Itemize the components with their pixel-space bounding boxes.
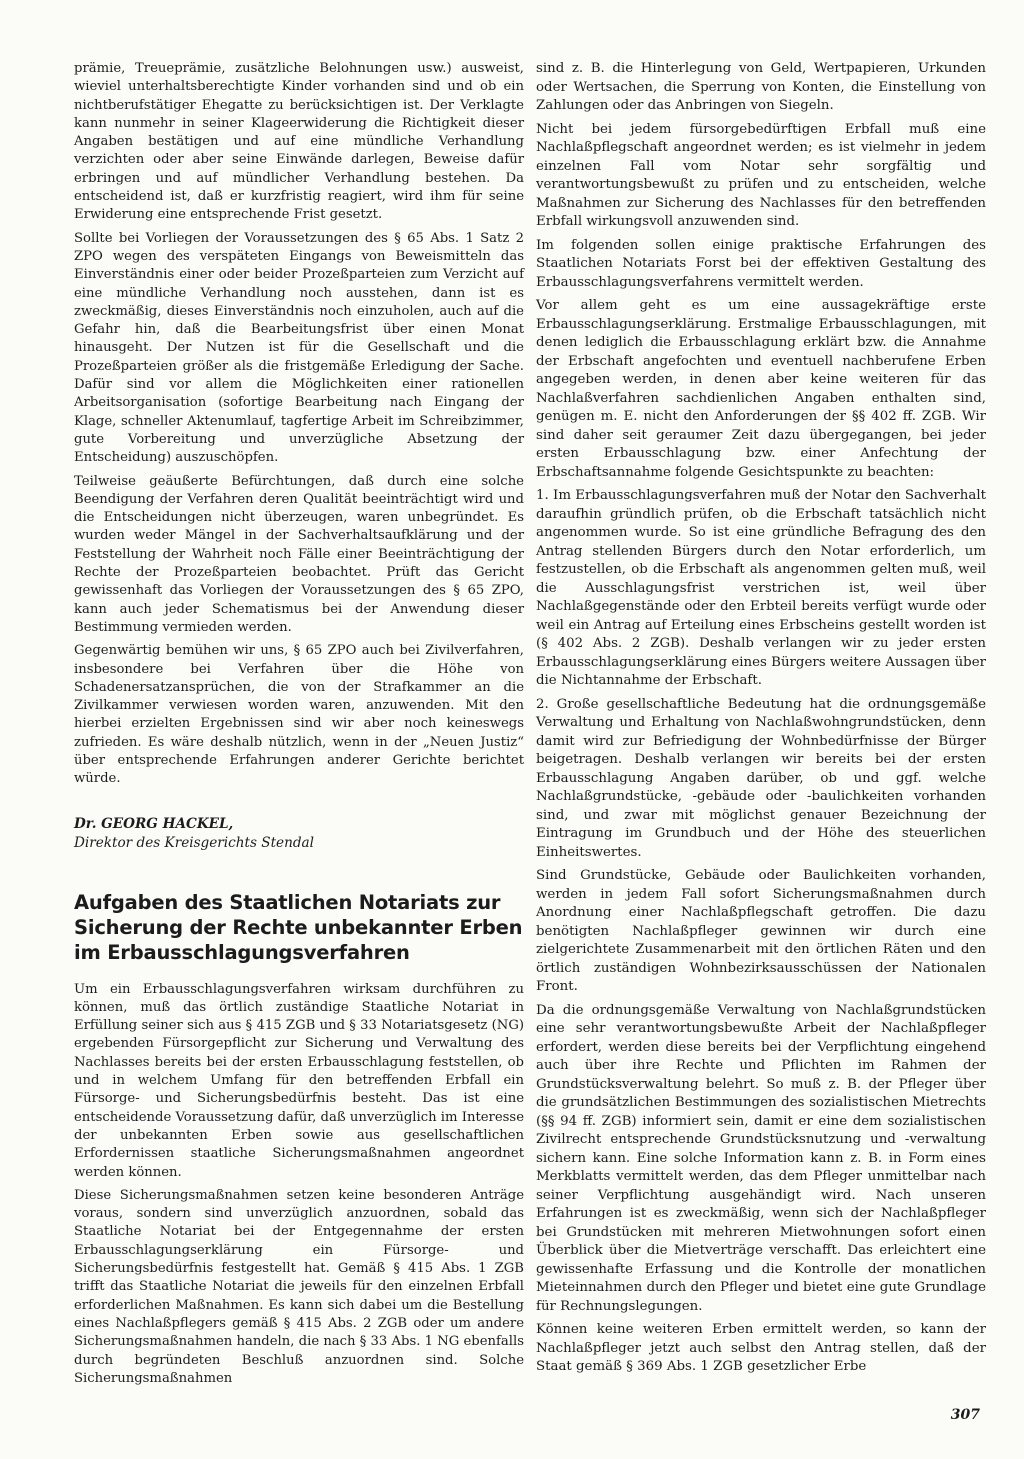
paragraph: Da die ordnungsgemäße Verwaltung von Nachlaßgrundstücken eine sehr verantwortungsbewußte Arbeit der Nachlaßpfleger erfordert, werden diese bereits bei der Verpflichtung eingehend auch über ihre Rechte und Pflichten im Rahmen der Grundstücksverwaltung belehrt. So muß z. B. der Pfleger über die grundsätzlichen Bestimmungen des sozialistischen Mietrechts (§§ 94 ff. ZGB) informiert sein, damit er eine dem sozialistischen Zivilrecht entsprechende Grundstücksnutzung und -verwaltung sichern kann. Eine solche Information kann z. B. in Form eines Merkblatts vermittelt werden, das dem Pfleger unmittelbar nach seiner Verpflichtung ausgehändigt wird. Nach unseren Erfahrungen ist es zweckmäßig, wenn sich der Nachlaßpfleger bei Grundstücken mit mehreren Mietwohnungen sofort einen Überblick über die Mietverträge verschafft. Das erleichtert eine gewissenhafte Erfassung und die Kontrolle der monatlichen Mieteinnahmen durch den Pfleger und bietet eine gute Grundlage für Rechnungslegungen.	[536, 1002, 986, 1314]
paragraph: Um ein Erbausschlagungsverfahren wirksam durchführen zu können, muß das örtlich zuständige Staatliche Notariat in Erfüllung seiner sich aus § 415 ZGB und § 33 Notariatsgesetz (NG) ergebenden Fürsorgepflicht zur Sicherung und Verwaltung des Nachlasses bereits bei der ersten Erbausschlagung feststellen, ob und in welchem Umfang für den betreffenden Erbfall ein Fürsorge- und Sicherungsbedürfnis besteht. Das ist eine entscheidende Voraussetzung dafür, daß unverzüglich im Interesse der unbekannten Erben sowie aus gesellschaftlichen Erfordernissen staatliche Sicherungsmaßnahmen angeordnet werden können.	[74, 981, 524, 1180]
paragraph: Sind Grundstücke, Gebäude oder Baulichkeiten vorhanden, werden in jedem Fall sofort Sicherungsmaßnahmen durch Anordnung einer Nachlaßpflegschaft getroffen. Die dazu benötigten Nachlaßpfleger gewinnen wir durch eine zielgerichtete Zusammenarbeit mit den örtlichen Räten und den örtlich zuständigen Wohnbezirksausschüssen der Nationalen Front.	[536, 868, 986, 994]
page-number: 307	[950, 1407, 980, 1423]
article-heading: Aufgaben des Staatlichen Notariats zur Sicherung der Rechte unbekannter Erben im Erbausschlagungsverfahren	[74, 890, 523, 964]
paragraph: prämie, Treueprämie, zusätzliche Belohnungen usw.) ausweist, wieviel unterhaltsberechtigte Kinder vorhanden sind und ob ein nichtberufstätiger Ehegatte zu berücksichtigen ist. Der Verklagte kann nunmehr in seiner Klageerwiderung die Richtigkeit dieser Angaben bestätigen und auf eine mündliche Verhandlung verzichten oder aber seine Einwände darlegen, Beweise dafür erbringen und auf mündlicher Verhandlung bestehen. Da entscheidend ist, daß er kurzfristig reagiert, wird ihm für seine Erwiderung eine entsprechende Frist gesetzt.	[74, 61, 524, 223]
paragraph: Teilweise geäußerte Befürchtungen, daß durch eine solche Beendigung der Verfahren deren Qualität beeinträchtigt wird und die Entscheidungen nicht überzeugen, waren unbegründet. Es wurden weder Mängel in der Sachverhaltsaufklärung und der Feststellung der Wahrheit noch Fälle einer Beeinträchtigung der Rechte der Prozeßparteien beobachtet. Prüft das Gericht gewissenhaft das Vorliegen der Voraussetzungen des § 65 ZPO, kann auch jeder Schematismus bei der Anwendung dieser Bestimmung vermieden werden.	[74, 473, 524, 635]
paragraph: Vor allem geht es um eine aussagekräftige erste Erbausschlagungserklärung. Erstmalige Erbausschlagungen, mit denen lediglich die Erbausschlagung erklärt bzw. die Annahme der Erbschaft angefochten und eventuell nachberufene Erben angegeben werden, in denen aber keine weiteren für das Nachlaßverfahren sachdienlichen Angaben enthalten sind, genügen m. E. nicht den Anforderungen der §§ 402 ff. ZGB. Wir sind daher seit geraumer Zeit dazu übergegangen, bei jeder ersten Erbausschlagung bzw. einer Anfechtung der Erbschaftsannahme folgende Gesichtspunkte zu beachten:	[536, 298, 986, 480]
author-name: Dr. GEORG HACKEL,	[74, 815, 234, 832]
right-column	[536, 60, 986, 1382]
paragraph: 2. Große gesellschaftliche Bedeutung hat die ordnungsgemäße Verwaltung und Erhaltung von Nachlaßwohngrundstücken, denn damit wird zur Befriedigung der Wohnbedürfnisse der Bürger beigetragen. Deshalb verlangen wir bereits bei der ersten Erbausschlagung Angaben darüber, ob und ggf. welche Nachlaßgrundstücke, -gebäude oder -baulichkeiten vorhanden sind, und zwar mit möglichst genauer Bezeichnung der Eintragung im Grundbuch und der Höhe des steuerlichen Einheitswertes.	[536, 696, 986, 860]
author-signature	[74, 815, 524, 854]
paragraph: Gegenwärtig bemühen wir uns, § 65 ZPO auch bei Zivilverfahren, insbesondere bei Verfahren über die Höhe von Schadenersatzansprüchen, die von der Strafkammer an die Zivilkammer verwiesen worden waren, anzuwenden. Mit den hierbei erzielten Ergebnissen sind wir aber noch keineswegs zufrieden. Es wäre deshalb nützlich, wenn in der „Neuen Justiz“ über entsprechende Erfahrungen anderer Gerichte berichtet würde.	[74, 643, 524, 787]
author-role: Direktor des Kreisgerichts Stendal	[74, 835, 315, 852]
paragraph: Im folgenden sollen einige praktische Erfahrungen des Staatlichen Notariats Forst bei der effektiven Gestaltung des Erbausschlagungsverfahrens vermittelt werden.	[536, 237, 986, 290]
paragraph: sind z. B. die Hinterlegung von Geld, Wertpapieren, Urkunden oder Wertsachen, die Sperrung von Konten, die Einstellung von Zahlungen oder das Anbringen von Siegeln.	[536, 61, 986, 113]
paragraph: 1. Im Erbausschlagungsverfahren muß der Notar den Sachverhalt daraufhin gründlich prüfen, ob die Erbschaft tatsächlich nicht angenommen wurde. So ist eine gründliche Befragung des den Antrag stellenden Bürgers durch den Notar erforderlich, um festzustellen, ob die Erbschaft als angenommen gelten muß, weil die Ausschlagungsfrist verstrichen ist, weil über Nachlaßgegenstände oder den Erbteil bereits verfügt wurde oder weil ein Antrag auf Erteilung eines Erbscheins gestellt worden ist (§ 402 Abs. 2 ZGB). Deshalb verlangen wir zu jeder ersten Erbausschlagungserklärung eines Bürgers weitere Aussagen über die Nichtannahme der Erbschaft.	[536, 488, 986, 688]
paragraph: Können keine weiteren Erben ermittelt werden, so kann der Nachlaßpfleger jetzt auch selbst den Antrag stellen, daß der Staat gemäß § 369 Abs. 1 ZGB gesetzlicher Erbe	[536, 1322, 986, 1374]
paragraph: Nicht bei jedem fürsorgebedürftigen Erbfall muß eine Nachlaßpflegschaft angeordnet werden; es ist vielmehr in jedem einzelnen Fall vom Notar sehr sorgfältig und verantwortungsbewußt zu prüfen und zu entscheiden, welche Maßnahmen zur Sicherung des Nachlasses für den betreffenden Erbfall wirkungsvoll anzuwenden sind.	[536, 121, 986, 229]
paragraph: Sollte bei Vorliegen der Voraussetzungen des § 65 Abs. 1 Satz 2 ZPO wegen des verspäteten Eingangs von Beweismitteln das Einverständnis einer oder beider Prozeßparteien zum Verzicht auf eine mündliche Verhandlung noch ausstehen, dann ist es zweckmäßig, dieses Einverständnis noch einzuholen, auch auf die Gefahr hin, daß die Bearbeitungsfrist über einen Monat hinausgeht. Der Nutzen ist für die Gesellschaft und die Prozeßparteien größer als die fristgemäße Erledigung der Sache. Dafür sind vor allem die Möglichkeiten einer rationellen Arbeitsorganisation (sofortige Bearbeitung nach Eingang der Klage, schneller Aktenumlauf, tagfertige Arbeit im Schreibzimmer, gute Vorbereitung und unverzügliche Absetzung der Entscheidung) auszuschöpfen.	[74, 230, 524, 466]
paragraph: Diese Sicherungsmaßnahmen setzen keine besonderen Anträge voraus, sondern sind unverzüglich anzuordnen, sobald das Staatliche Notariat bei der Entgegennahme der ersten Erbausschlagungserklärung ein Fürsorge- und Sicherungsbedürfnis festgestellt hat. Gemäß § 415 Abs. 1 ZGB trifft das Staatliche Notariat die jeweils für den einzelnen Erbfall erforderlichen Maßnahmen. Es kann sich dabei um die Bestellung eines Nachlaßpflegers gemäß § 415 Abs. 2 ZGB oder um andere Sicherungsmaßnahmen handeln, die nach § 33 Abs. 1 NG ebenfalls durch begründeten Beschluß anzuordnen sind. Solche Sicherungsmaßnahmen	[74, 1187, 524, 1386]
left-column	[74, 60, 524, 1393]
